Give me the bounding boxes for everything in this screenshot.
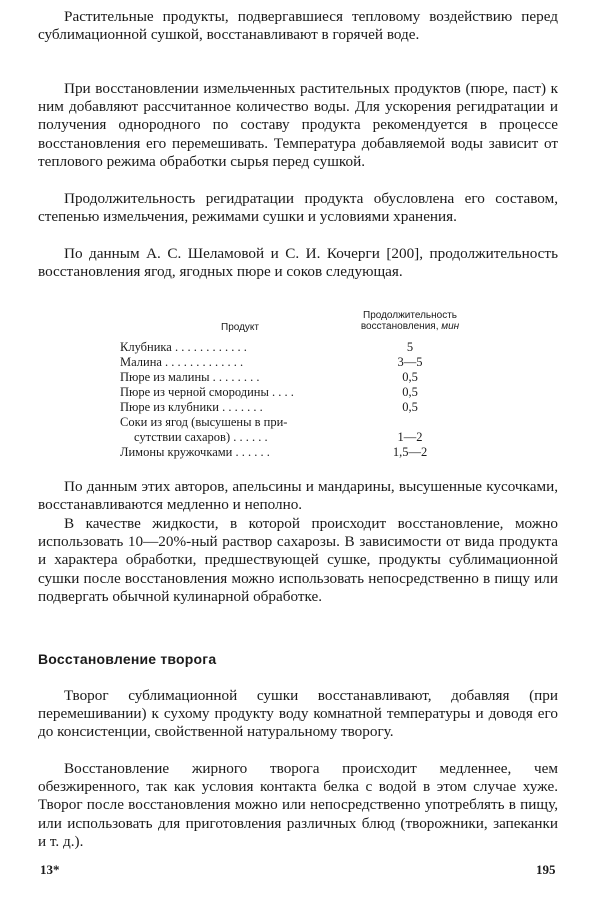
section-heading: Восстановление творога	[38, 651, 217, 667]
paragraph-3: Продолжительность регидратации продукта обусловлена его составом, степенью измельчения, режимами сушки и условиями хранения.	[38, 190, 558, 226]
paragraph-2: При восстановлении измельченных растительных продуктов (пюре, паст) к ним добавляют рассчитанное количество воды. Для ускорения регидратации и получения однородного по составу продукта рекомендуется в процессе восстановления его перемешивать. Температура добавляемой воды зависит от теплового режима обработки сырья перед сушкой.	[38, 80, 558, 170]
table-header-unit: мин	[441, 321, 460, 332]
paragraph-1: Растительные продукты, подвергавшиеся тепловому воздействию перед сублимационной сушкой, восстанавливают в горячей воде.	[38, 8, 558, 44]
table-header-product: Продукт	[221, 322, 259, 333]
paragraph-6: В качестве жидкости, в которой происходит восстановление, можно использовать 10—20%-ный раствор сахарозы. В зависимости от вида продукта и характера обработки, предшествующей сушке, продукты сублимационной сушки после восстановления можно использовать непосредственно в пищу или подвергать обычной кулинарной обработке.	[38, 515, 558, 605]
table-row: Соки из ягод (высушены в при-	[120, 415, 288, 429]
signature-mark: 13*	[40, 862, 60, 877]
table-row: сутствии сахаров) . . . . . . 1—2	[134, 430, 423, 444]
table-row: Малина . . . . . . . . . . . . . 3—5	[120, 355, 423, 369]
table-header-duration: Продолжительность восстановления, мин	[360, 310, 460, 332]
section-paragraph-2: Восстановление жирного творога происходит медленнее, чем обезжиренного, так как условия контакта белка с водой в этом случае хуже. Творог после восстановления можно или непосредственно употреблять в пищу, или использовать для приготовления различных блюд (творожники, запеканки и т. д.).	[38, 760, 558, 850]
table-row: Пюре из клубники . . . . . . . 0,5	[120, 400, 418, 414]
paragraph-5: По данным этих авторов, апельсины и мандарины, высушенные кусочками, восстанавливаются медленно и неполно.	[38, 478, 558, 514]
page-number: 195	[536, 862, 556, 877]
table-row: Пюре из черной смородины . . . . 0,5	[120, 385, 418, 399]
table-row: Лимоны кружочками . . . . . . 1,5—2	[120, 445, 428, 459]
table-row: Пюре из малины . . . . . . . . 0,5	[120, 370, 418, 384]
paragraph-4: По данным А. С. Шеламовой и С. И. Кочерги [200], продолжительность восстановления ягод, ягодных пюре и соков следующая.	[38, 245, 558, 281]
table-row: Клубника . . . . . . . . . . . . 5	[120, 340, 414, 354]
section-paragraph-1: Творог сублимационной сушки восстанавливают, добавляя (при перемешивании) к сухому продукту воду комнатной температуры и доводя его до консистенции, свойственной натуральному творогу.	[38, 687, 558, 741]
